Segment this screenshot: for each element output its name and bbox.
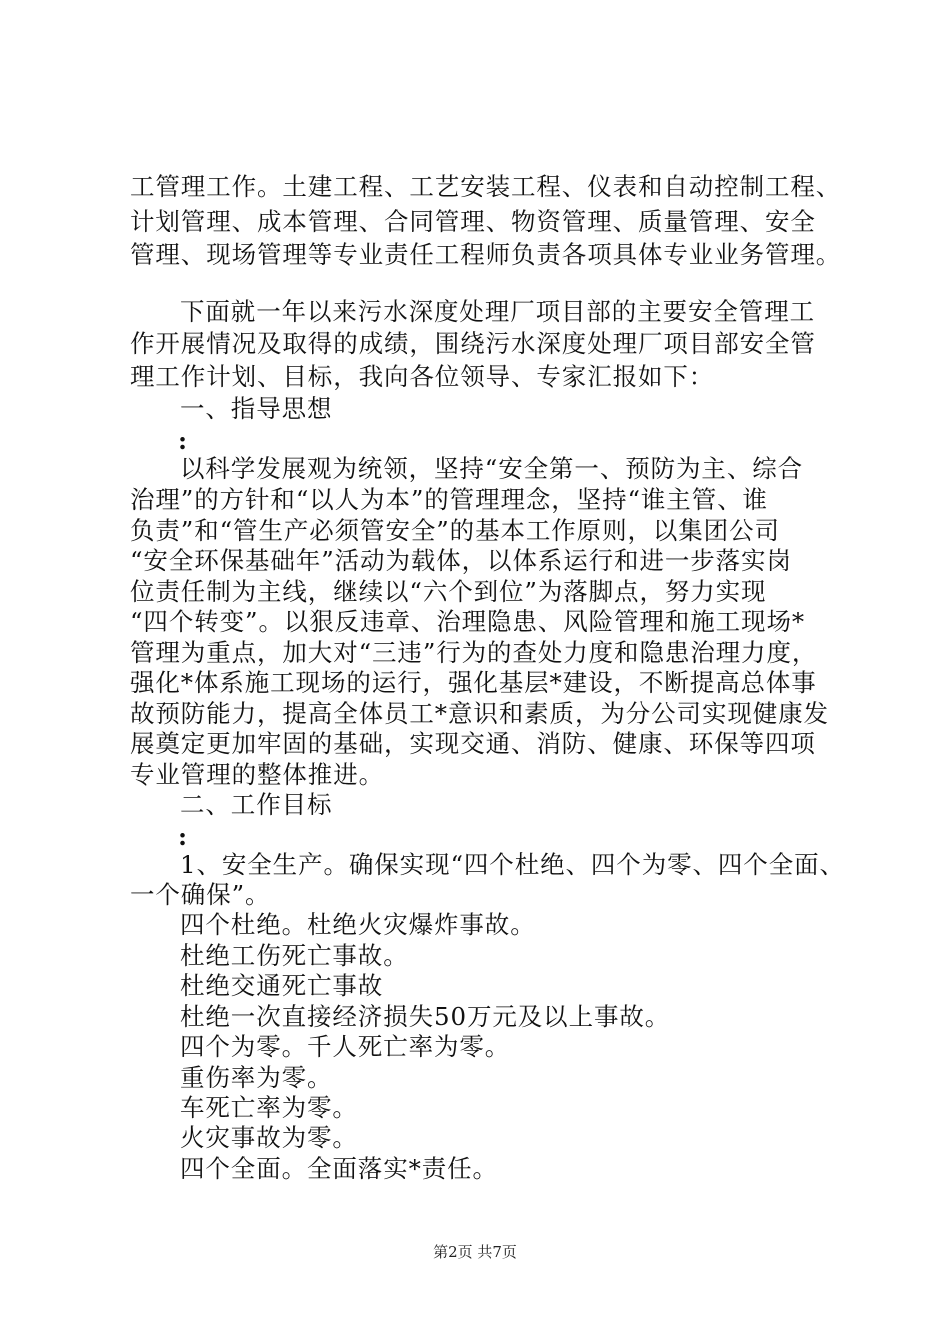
- text-line-23: 一个确保”。: [130, 880, 271, 909]
- text-line-15: 管理为重点，加大对“三违”行为的查处力度和隐患治理力度，: [130, 638, 818, 667]
- text-line-13: 位责任制为主线，继续以“六个到位”为落脚点，努力实现: [130, 577, 767, 606]
- text-line-1: 工管理工作。土建工程、工艺安装工程、仪表和自动控制工程、: [130, 172, 842, 201]
- text-line-28: 四个为零。千人死亡率为零。: [180, 1032, 511, 1061]
- text-line-30: 车死亡率为零。: [180, 1093, 358, 1122]
- text-line-12: “安全环保基础年”活动为载体，以体系运行和进一步落实岗: [130, 546, 792, 575]
- text-line-10: 治理”的方针和“以人为本”的管理理念，坚持“谁主管、谁: [130, 485, 768, 514]
- section-colon-1: :: [178, 426, 188, 455]
- text-line-22: 1、安全生产。确保实现“四个杜绝、四个为零、四个全面、: [180, 850, 845, 879]
- text-line-2: 计划管理、成本管理、合同管理、物资管理、质量管理、安全: [130, 207, 816, 236]
- text-line-26: 杜绝交通死亡事故: [180, 971, 384, 1000]
- text-line-27: 杜绝一次直接经济损失50万元及以上事故。: [180, 1002, 671, 1031]
- text-line-16: 强化*体系施工现场的运行，强化基层*建设，不断提高总体事: [130, 668, 817, 697]
- text-line-9: 以科学发展观为统领，坚持“安全第一、预防为主、综合: [180, 454, 804, 483]
- text-line-4: 下面就一年以来污水深度处理厂项目部的主要安全管理工: [180, 297, 815, 326]
- text-line-29: 重伤率为零。: [180, 1063, 333, 1092]
- text-line-19: 专业管理的整体推进。: [130, 760, 384, 789]
- text-line-31: 火灾事故为零。: [180, 1123, 358, 1152]
- text-line-24: 四个杜绝。杜绝火灾爆炸事故。: [180, 910, 536, 939]
- text-line-17: 故预防能力，提高全体员工*意识和素质，为分公司实现健康发: [130, 699, 829, 728]
- text-line-6: 理工作计划、目标，我向各位领导、专家汇报如下：: [130, 362, 715, 391]
- text-line-3: 管理、现场管理等专业责任工程师负责各项具体专业业务管理。: [130, 240, 842, 269]
- text-line-25: 杜绝工伤死亡事故。: [180, 941, 409, 970]
- section-heading-1: 一、指导思想: [180, 394, 333, 423]
- text-line-14: “四个转变”。以狠反违章、治理隐患、风险管理和施工现场*: [130, 607, 805, 636]
- text-line-5: 作开展情况及取得的成绩，围绕污水深度处理厂项目部安全管: [130, 329, 816, 358]
- text-line-11: 负责”和“管生产必须管安全”的基本工作原则，以集团公司: [130, 516, 780, 545]
- section-heading-2: 二、工作目标: [180, 790, 333, 819]
- text-line-18: 展奠定更加牢固的基础，实现交通、消防、健康、环保等四项: [130, 729, 816, 758]
- section-colon-2: :: [178, 822, 188, 851]
- text-line-32: 四个全面。全面落实*责任。: [180, 1154, 498, 1183]
- page-number-footer: 第2页 共7页: [433, 1243, 517, 1261]
